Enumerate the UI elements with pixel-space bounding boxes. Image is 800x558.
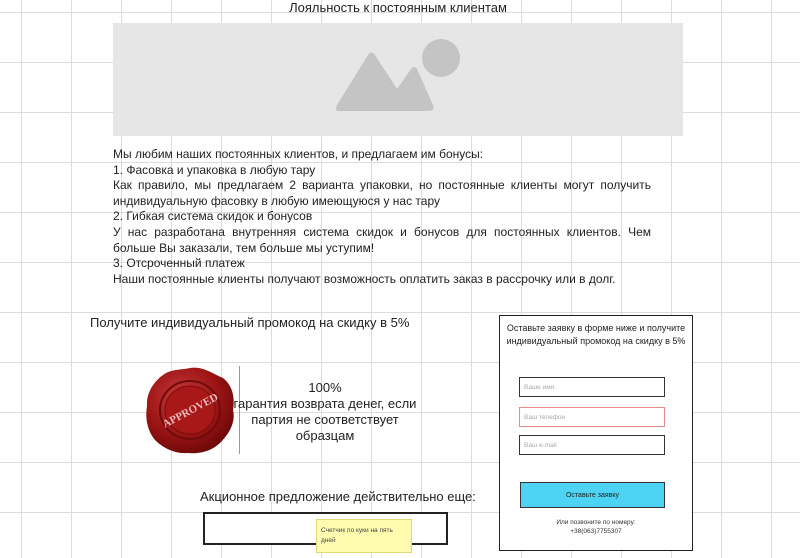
seal-text: APPROVED: [160, 391, 221, 431]
form-heading: Оставьте заявку в форме ниже и получите индивидуальный промокод на скидку в 5%: [506, 323, 686, 346]
promo-heading: Получите индивидуальный промокод на скидку в 5%: [90, 315, 410, 330]
page-title: Лояльность к постоянным клиентам: [289, 0, 507, 15]
submit-request-button[interactable]: Оставьте заявку: [520, 482, 665, 508]
wax-seal-icon: [143, 364, 237, 456]
call-label: Или позвоните по номеру:: [556, 519, 636, 526]
phone-number[interactable]: +38(063)7755307: [570, 528, 622, 535]
image-placeholder-icon: [113, 23, 683, 136]
bonus-heading-3: 3. Отсроченный платеж: [113, 256, 245, 271]
sticky-note: Счетчик по куки на пять дней: [316, 519, 412, 553]
offer-heading: Акционное предложение действительно еще:: [200, 489, 476, 504]
call-info: [505, 518, 687, 536]
guarantee-text: [230, 380, 420, 444]
bonus-heading-1: 1. Фасовка и упаковка в любую тару: [113, 162, 316, 177]
loyalty-text: [113, 147, 651, 287]
request-form: [499, 315, 693, 551]
bonus-heading-2: 2. Гибкая система скидок и бонусов: [113, 209, 313, 224]
bonus-body-2: У нас разработана внутренняя система скидок и бонусов для постоянных клиентов. Чем больше Вы заказали, тем больше мы уступим!: [113, 224, 651, 255]
hero-image-placeholder: [113, 23, 683, 136]
guarantee-description: гарантия возврата денег, если партия не соответствует образцам: [233, 396, 417, 443]
name-input[interactable]: [519, 377, 665, 397]
bonus-body-3: Наши постоянные клиенты получают возможность оплатить заказ в рассрочку или в долг.: [113, 271, 616, 286]
guarantee-percent: 100%: [308, 380, 342, 395]
bonus-body-1: Как правило, мы предлагаем 2 варианта упаковки, но постоянные клиенты могут получить индивидуальную фасовку в любую имеющуюся у нас тару: [113, 178, 651, 208]
email-input[interactable]: [519, 435, 665, 455]
phone-input[interactable]: [519, 407, 665, 427]
intro-lead: Мы любим наших постоянных клиентов, и предлагаем им бонусы:: [113, 147, 484, 161]
